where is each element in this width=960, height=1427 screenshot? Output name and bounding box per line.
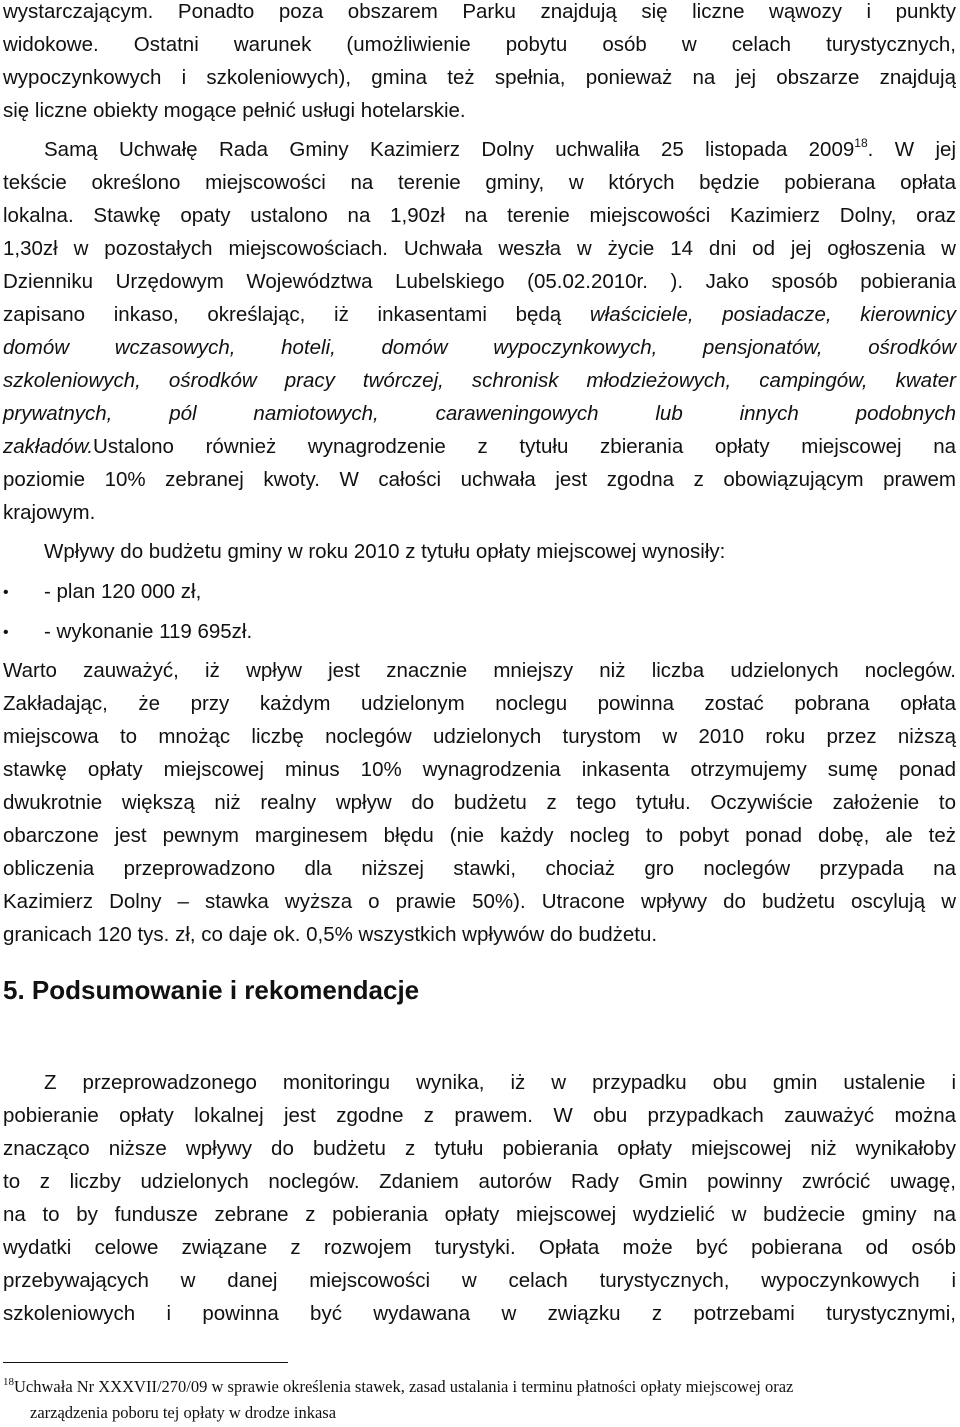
- footnote-separator: [3, 1362, 288, 1363]
- paragraph-line: [3, 435, 956, 459]
- footnote-reference: 18: [854, 136, 868, 150]
- paragraph-line: znacząco niższe wpływy do budżetu z tytułu pobierania opłaty miejscowej niż wynikałoby: [3, 1137, 956, 1160]
- paragraph-line: widokowe. Ostatni warunek (umożliwienie pobytu osób w celach turystycznych,: [3, 33, 956, 56]
- text-run: zapisano inkaso, określając, iż inkasentami będą: [3, 303, 590, 326]
- bullet-icon: •: [3, 624, 9, 641]
- paragraph-line: lokalna. Stawkę opaty ustalono na 1,90zł na terenie miejscowości Kazimierz Dolny, oraz: [3, 204, 956, 227]
- paragraph-line: obarczone jest pewnym marginesem błędu (nie każdy nocleg to pobyt ponad dobę, ale też: [3, 824, 956, 847]
- paragraph-line: granicach 120 tys. zł, co daje ok. 0,5% wszystkich wpływów do budżetu.: [3, 923, 658, 946]
- paragraph-line: pobieranie opłaty lokalnej jest zgodne z prawem. W obu przypadkach zauważyć można: [3, 1104, 956, 1127]
- paragraph-line: przebywających w danej miejscowości w celach turystycznych, wypoczynkowych i: [3, 1269, 956, 1292]
- paragraph-line: [3, 369, 956, 393]
- list-item: - plan 120 000 zł,: [44, 580, 202, 603]
- paragraph-line: tekście określono miejscowości na terenie gminy, w których będzie pobierana opłata: [3, 171, 956, 194]
- paragraph-line: stawkę opłaty miejscowej minus 10% wynagrodzenia inkasenta otrzymujemy sumę ponad: [3, 758, 956, 781]
- footnote-text: Uchwała Nr XXXVII/270/09 w sprawie określenia stawek, zasad ustalania i terminu płatności opłaty miejscowej oraz: [14, 1377, 794, 1396]
- paragraph-line: wypoczynkowych i szkoleniowych), gmina też spełnia, ponieważ na jej obszarze znajdują: [3, 66, 956, 89]
- italic-text-run: szkoleniowych, ośrodków pracy twórczej, schronisk młodzieżowych, campingów, kwater: [3, 369, 956, 392]
- italic-text-run: właściciele, posiadacze, kierownicy: [589, 303, 957, 326]
- paragraph-line: Zakładając, że przy każdym udzielonym noclegu powinna zostać pobrana opłata: [3, 692, 956, 715]
- paragraph-line: na to by fundusze zebrane z pobierania opłaty miejscowej wydzielić w budżecie gminy na: [3, 1203, 956, 1226]
- italic-text-run: domów wczasowych, hoteli, domów wypoczynkowych, pensjonatów, ośrodków: [3, 336, 956, 359]
- paragraph-line: Z przeprowadzonego monitoringu wynika, iż w przypadku obu gmin ustalenie i: [44, 1071, 956, 1094]
- text-run: . W jej: [867, 138, 956, 161]
- footnote: [3, 1377, 956, 1399]
- italic-text-run: prywatnych, pól namiotowych, caraweningowych lub innych podobnych: [3, 402, 956, 425]
- paragraph-line: [3, 402, 956, 426]
- paragraph-line: [44, 138, 956, 164]
- paragraph-line: poziomie 10% zebranej kwoty. W całości uchwała jest zgodna z obowiązującym prawem: [3, 468, 956, 491]
- paragraph-line: krajowym.: [3, 501, 96, 524]
- paragraph-line: wystarczającym. Ponadto poza obszarem Parku znajdują się liczne wąwozy i punkty: [3, 0, 956, 23]
- revenue-intro: Wpływy do budżetu gminy w roku 2010 z tytułu opłaty miejscowej wynosiły:: [44, 540, 726, 563]
- paragraph-line: miejscowa to mnożąc liczbę noclegów udzielonych turystom w 2010 roku przez niższą: [3, 725, 956, 748]
- list-item: - wykonanie 119 695zł.: [44, 620, 253, 643]
- text-run: Ustalono również wynagrodzenie z tytułu zbierania opłaty miejscowej na: [93, 435, 956, 458]
- paragraph-line: Dzienniku Urzędowym Województwa Lubelskiego (05.02.2010r. ). Jako sposób pobierania: [3, 270, 956, 293]
- paragraph-line: 1,30zł w pozostałych miejscowościach. Uchwała weszła w życie 14 dni od jej ogłoszenia w: [3, 237, 956, 260]
- paragraph-line: się liczne obiekty mogące pełnić usługi hotelarskie.: [3, 99, 466, 122]
- paragraph-line: wydatki celowe związane z rozwojem turystyki. Opłata może być pobierana od osób: [3, 1236, 956, 1259]
- footnote-text: zarządzenia poboru tej opłaty w drodze inkasa: [30, 1403, 337, 1422]
- footnote-number: 18: [3, 1376, 14, 1388]
- paragraph-line: Kazimierz Dolny – stawka wyższa o prawie 50%). Utracone wpływy do budżetu oscylują w: [3, 890, 956, 913]
- paragraph-line: obliczenia przeprowadzono dla niższej stawki, chociaż gro noclegów przypada na: [3, 857, 956, 880]
- paragraph-line: Warto zauważyć, iż wpływ jest znacznie mniejszy niż liczba udzielonych noclegów.: [3, 659, 956, 682]
- paragraph-line: [3, 336, 956, 360]
- text-run: Samą Uchwałę Rada Gminy Kazimierz Dolny uchwaliła 25 listopada 2009: [44, 138, 855, 161]
- paragraph-line: szkoleniowych i powinna być wydawana w związku z potrzebami turystycznymi,: [3, 1302, 956, 1325]
- italic-text-run: zakładów.: [3, 435, 94, 458]
- section-heading: 5. Podsumowanie i rekomendacje: [3, 975, 420, 1005]
- paragraph-line: to z liczby udzielonych noclegów. Zdaniem autorów Rady Gmin powinny zwrócić uwagę,: [3, 1170, 956, 1193]
- bullet-icon: •: [3, 584, 9, 601]
- paragraph-line: [3, 303, 956, 327]
- paragraph-line: dwukrotnie większą niż realny wpływ do budżetu z tego tytułu. Oczywiście założenie to: [3, 791, 956, 814]
